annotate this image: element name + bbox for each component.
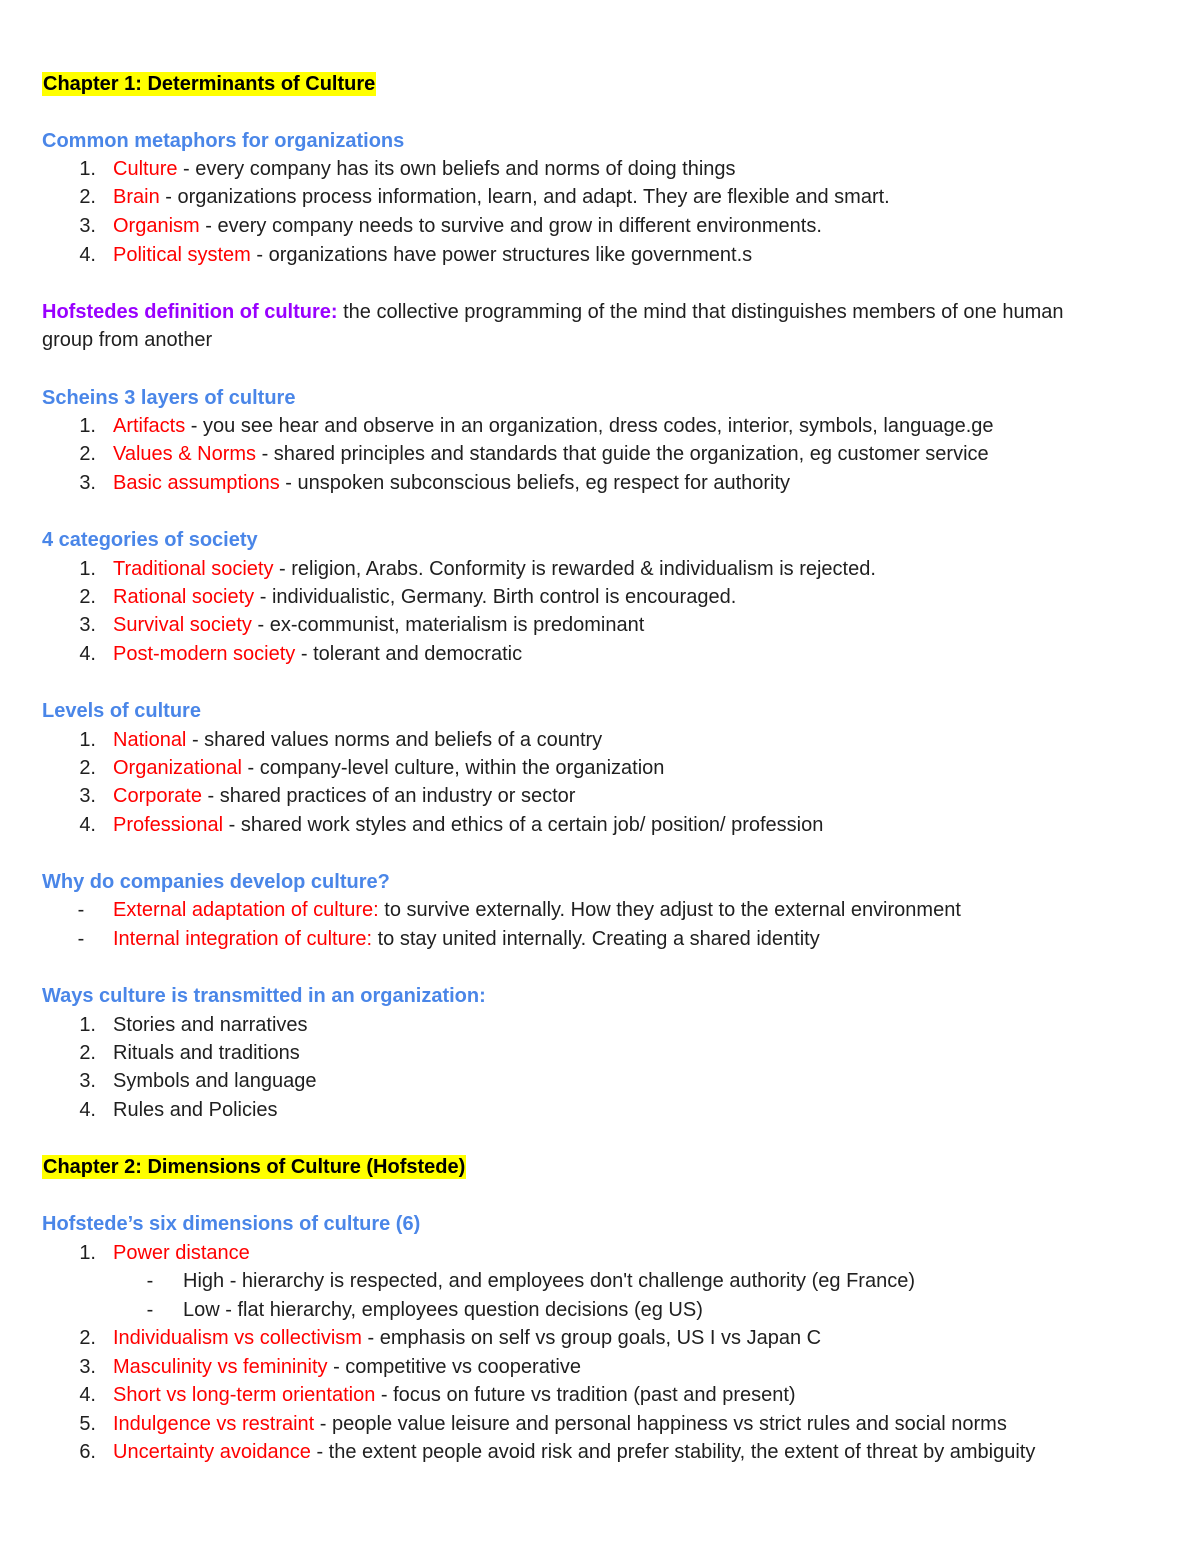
list-term: Culture [113, 158, 178, 180]
list-text: Stories and narratives [113, 1014, 308, 1036]
list-term: Organism [113, 215, 200, 237]
list-number: 2. [79, 1042, 96, 1064]
chapter1-title [42, 71, 376, 97]
list-bullet: - [77, 928, 85, 950]
list-desc: - shared work styles and ethics of a certain job/ position/ profession [223, 814, 824, 836]
list-desc: - the extent people avoid risk and prefer stability, the extent of threat by ambiguity [310, 1441, 1036, 1463]
list-term: Values & Norms [113, 443, 257, 465]
list-term: External adaptation of culture: [113, 899, 379, 921]
list-term: Indulgence vs restraint [113, 1413, 315, 1435]
list-desc: - tolerant and democratic [295, 643, 523, 665]
list-desc: - individualistic, Germany. Birth control is encouraged. [254, 586, 737, 608]
list-number: 4. [79, 814, 96, 836]
list-term: Internal integration of culture: [113, 928, 373, 950]
list-bullet: - [146, 1299, 154, 1321]
list-desc: - competitive vs cooperative [327, 1356, 581, 1378]
list-term: Masculinity vs femininity [113, 1356, 328, 1378]
metaphors-heading: Common metaphors for organizations [42, 130, 405, 152]
list-term: Professional [113, 814, 224, 836]
list-number: 1. [79, 158, 96, 180]
list-term: Political system [113, 244, 251, 266]
list-number: 3. [79, 1070, 96, 1092]
list-desc: - religion, Arabs. Conformity is rewarded & individualism is rejected. [273, 558, 876, 580]
list-number: 3. [79, 1356, 96, 1378]
list-number: 5. [79, 1413, 96, 1435]
list-number: 3. [79, 472, 96, 494]
schein-heading: Scheins 3 layers of culture [42, 387, 296, 409]
list-number: 2. [79, 443, 96, 465]
list-text: High - hierarchy is respected, and employees don't challenge authority (eg France) [183, 1270, 915, 1292]
list-desc: - company-level culture, within the organization [241, 757, 665, 779]
list-desc: - unspoken subconscious beliefs, eg respect for authority [279, 472, 791, 494]
chapter2-title-text: Chapter 2: Dimensions of Culture (Hofstede) [43, 1156, 466, 1178]
list-number: 6. [79, 1441, 96, 1463]
list-desc: - shared practices of an industry or sector [201, 785, 576, 807]
chapter2-title [42, 1154, 466, 1180]
list-text: Symbols and language [113, 1070, 317, 1092]
list-number: 1. [79, 1242, 96, 1264]
list-desc: - people value leisure and personal happiness vs strict rules and social norms [314, 1413, 1007, 1435]
list-term: Corporate [113, 785, 202, 807]
list-number: 3. [79, 614, 96, 636]
list-desc: - focus on future vs tradition (past and present) [375, 1384, 796, 1406]
list-term: Organizational [113, 757, 242, 779]
list-desc: - organizations have power structures like government.s [250, 244, 753, 266]
list-number: 2. [79, 757, 96, 779]
levels-heading: Levels of culture [42, 700, 201, 722]
list-term: Individualism vs collectivism [113, 1327, 362, 1349]
list-desc: - emphasis on self vs group goals, US I vs Japan C [361, 1327, 822, 1349]
list-number: 3. [79, 215, 96, 237]
definition-text: the collective programming of the mind that distinguishes members of one human [337, 301, 1064, 323]
list-desc: - you see hear and observe in an organization, dress codes, interior, symbols, language.ge [185, 415, 994, 437]
society-heading: 4 categories of society [42, 529, 258, 551]
why-heading: Why do companies develop culture? [42, 871, 390, 893]
list-term: Short vs long-term orientation [113, 1384, 376, 1406]
list-desc: - shared values norms and beliefs of a country [186, 729, 603, 751]
list-number: 1. [79, 558, 96, 580]
list-term: Power distance [113, 1242, 250, 1264]
list-number: 1. [79, 415, 96, 437]
list-number: 4. [79, 643, 96, 665]
chapter1-title-text: Chapter 1: Determinants of Culture [43, 73, 376, 95]
hofstede-definition-cont: group from another [42, 329, 213, 351]
list-number: 4. [79, 1099, 96, 1121]
list-text: Rituals and traditions [113, 1042, 300, 1064]
list-text: Rules and Policies [113, 1099, 278, 1121]
transmit-heading: Ways culture is transmitted in an organization: [42, 985, 486, 1007]
list-term: Brain [113, 186, 160, 208]
list-number: 1. [79, 1014, 96, 1036]
hofstede-definition [42, 299, 1064, 325]
list-desc: - shared principles and standards that guide the organization, eg customer service [256, 443, 989, 465]
list-desc: to stay united internally. Creating a shared identity [372, 928, 820, 950]
list-desc: to survive externally. How they adjust to the external environment [378, 899, 961, 921]
list-desc: - every company needs to survive and grow in different environments. [199, 215, 822, 237]
list-number: 4. [79, 1384, 96, 1406]
definition-label: Hofstedes definition of culture: [42, 301, 338, 323]
list-term: Traditional society [113, 558, 274, 580]
dimensions-heading: Hofstede’s six dimensions of culture (6) [42, 1213, 421, 1235]
list-term: National [113, 729, 187, 751]
list-number: 2. [79, 586, 96, 608]
list-desc: - ex-communist, materialism is predominant [251, 614, 645, 636]
list-desc: - every company has its own beliefs and norms of doing things [177, 158, 736, 180]
list-number: 2. [79, 1327, 96, 1349]
list-number: 3. [79, 785, 96, 807]
list-number: 2. [79, 186, 96, 208]
list-term: Uncertainty avoidance [113, 1441, 311, 1463]
list-number: 1. [79, 729, 96, 751]
list-term: Survival society [113, 614, 252, 636]
list-number: 4. [79, 244, 96, 266]
list-term: Post-modern society [113, 643, 296, 665]
list-bullet: - [146, 1270, 154, 1292]
list-term: Artifacts [113, 415, 186, 437]
list-text: Low - flat hierarchy, employees question decisions (eg US) [183, 1299, 703, 1321]
list-term: Rational society [113, 586, 255, 608]
list-term: Basic assumptions [113, 472, 280, 494]
list-bullet: - [77, 899, 85, 921]
list-desc: - organizations process information, learn, and adapt. They are flexible and smart. [159, 186, 890, 208]
